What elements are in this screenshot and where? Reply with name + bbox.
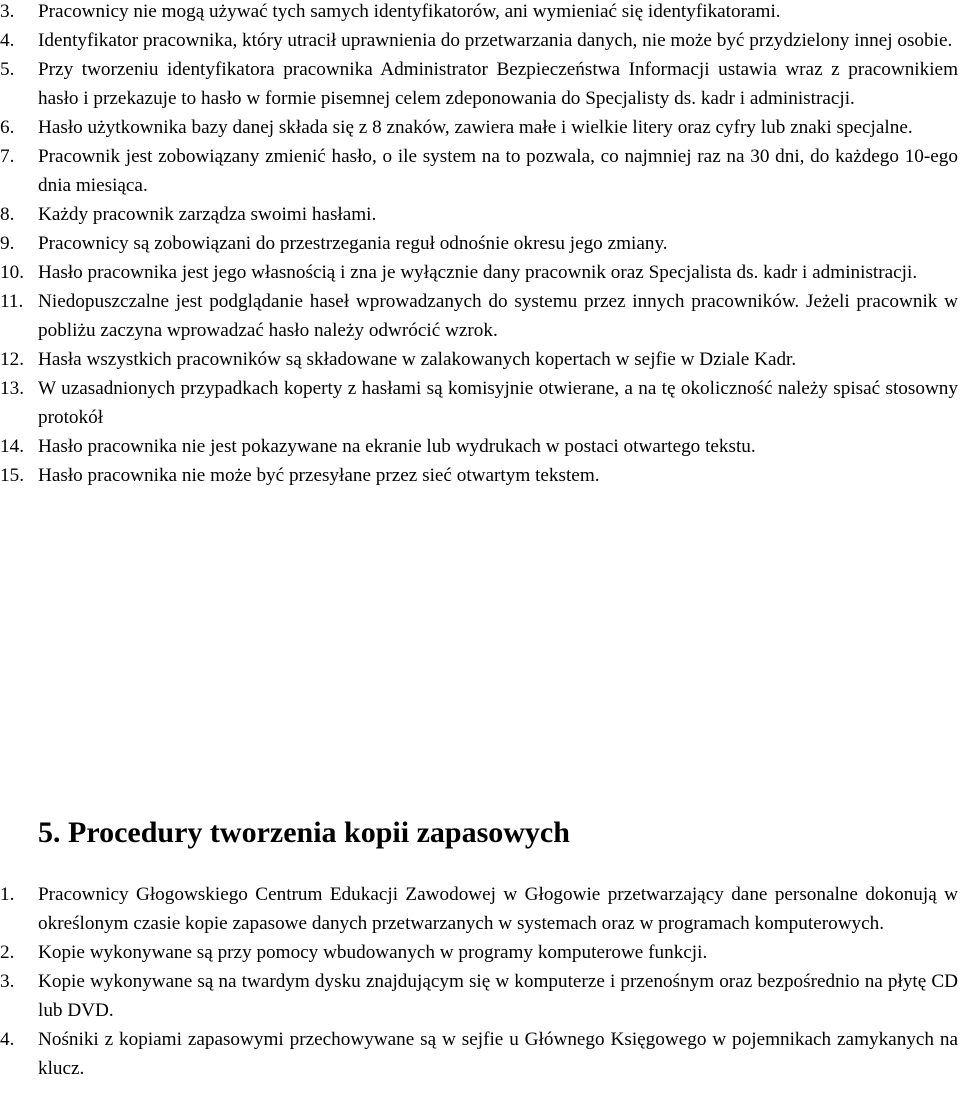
- list-item-number: 3.: [0, 971, 15, 992]
- list-item-text: Hasło pracownika nie jest pokazywane na ekranie lub wydrukach w postaci otwartego tekstu.: [38, 436, 756, 457]
- list-item-text: Pracownicy są zobowiązani do przestrzegania reguł odnośnie okresu jego zmiany.: [38, 233, 668, 254]
- list-item: [0, 287, 958, 345]
- list-item: [0, 938, 958, 967]
- list-item-text: Nośniki z kopiami zapasowymi przechowywane są w sejfie u Głównego Księgowego w pojemnikach zamykanych na klucz.: [38, 1029, 958, 1079]
- list-item: [0, 1025, 958, 1083]
- list-item-text: Pracownicy nie mogą używać tych samych identyfikatorów, ani wymieniać się identyfikatorami.: [38, 1, 781, 22]
- list-item: [0, 345, 958, 374]
- list-item-number: 7.: [0, 146, 15, 167]
- list-item-number: 1.: [0, 884, 15, 905]
- list-item-number: 12.: [0, 349, 24, 370]
- list-item: [0, 967, 958, 1025]
- list-item-text: Pracownicy Głogowskiego Centrum Edukacji Zawodowej w Głogowie przetwarzający dane personalne dokonują w określonym czasie kopie zapasowe danych przetwarzanych w systemach oraz w programach komputerowych.: [38, 884, 958, 934]
- backup-procedures-list: [0, 880, 958, 1083]
- list-item-number: 2.: [0, 942, 15, 963]
- list-item-text: Hasła wszystkich pracowników są składowane w zalakowanych kopertach w sejfie w Dziale Kadr.: [38, 349, 797, 370]
- list-item-text: Każdy pracownik zarządza swoimi hasłami.: [38, 204, 377, 225]
- list-item: [0, 113, 958, 142]
- list-item-number: 6.: [0, 117, 15, 138]
- list-item-number: 4.: [0, 30, 15, 51]
- list-item-text: Hasło pracownika jest jego własnością i zna je wyłącznie dany pracownik oraz Specjalista ds. kadr i administracji.: [38, 262, 918, 283]
- list-item-text: Hasło użytkownika bazy danej składa się z 8 znaków, zawiera małe i wielkie litery oraz cyfry lub znaki specjalne.: [38, 117, 913, 138]
- list-item: [0, 0, 958, 26]
- list-item-number: 4.: [0, 1029, 15, 1050]
- list-item: [0, 55, 958, 113]
- list-item-number: 9.: [0, 233, 15, 254]
- list-item: [0, 432, 958, 461]
- section-title: 5. Procedury tworzenia kopii zapasowych: [38, 816, 570, 849]
- list-item-number: 10.: [0, 262, 24, 283]
- list-item: [0, 142, 958, 200]
- list-item-text: Niedopuszczalne jest podglądanie haseł wprowadzanych do systemu przez innych pracowników. Jeżeli pracownik w pobliżu zaczyna wprowadzać hasło należy odwrócić wzrok.: [38, 291, 958, 341]
- list-item-number: 14.: [0, 436, 24, 457]
- list-item-number: 5.: [0, 59, 15, 80]
- list-item-number: 8.: [0, 204, 15, 225]
- list-item-number: 11.: [0, 291, 24, 312]
- list-item: [0, 880, 958, 938]
- list-item-text: Przy tworzeniu identyfikatora pracownika Administrator Bezpieczeństwa Informacji ustawia wraz z pracownikiem hasło i przekazuje to hasło w formie pisemnej celem zdeponowania do Specjalisty ds. kadr i administracji.: [38, 59, 958, 109]
- list-item: [0, 461, 958, 490]
- list-item-text: Pracownik jest zobowiązany zmienić hasło, o ile system na to pozwala, co najmniej raz na 30 dni, do każdego 10-ego dnia miesiąca.: [38, 146, 958, 196]
- list-item-number: 3.: [0, 1, 15, 22]
- list-item-text: Hasło pracownika nie może być przesyłane przez sieć otwartym tekstem.: [38, 465, 600, 486]
- list-item-text: Kopie wykonywane są na twardym dysku znajdującym się w komputerze i przenośnym oraz bezpośrednio na płytę CD lub DVD.: [38, 971, 958, 1021]
- list-item: [0, 200, 958, 229]
- list-item: [0, 229, 958, 258]
- list-item: [0, 258, 958, 287]
- list-item-number: 15.: [0, 465, 24, 486]
- password-rules-list: [0, 0, 958, 490]
- list-item-text: Identyfikator pracownika, który utracił uprawnienia do przetwarzania danych, nie może być przydzielony innej osobie.: [38, 30, 953, 51]
- list-item-number: 13.: [0, 378, 24, 399]
- list-item-text: W uzasadnionych przypadkach koperty z hasłami są komisyjnie otwierane, a na tę okoliczność należy spisać stosowny protokół: [38, 378, 958, 428]
- list-item: [0, 374, 958, 432]
- list-item: [0, 26, 958, 55]
- list-item-text: Kopie wykonywane są przy pomocy wbudowanych w programy komputerowe funkcji.: [38, 942, 708, 963]
